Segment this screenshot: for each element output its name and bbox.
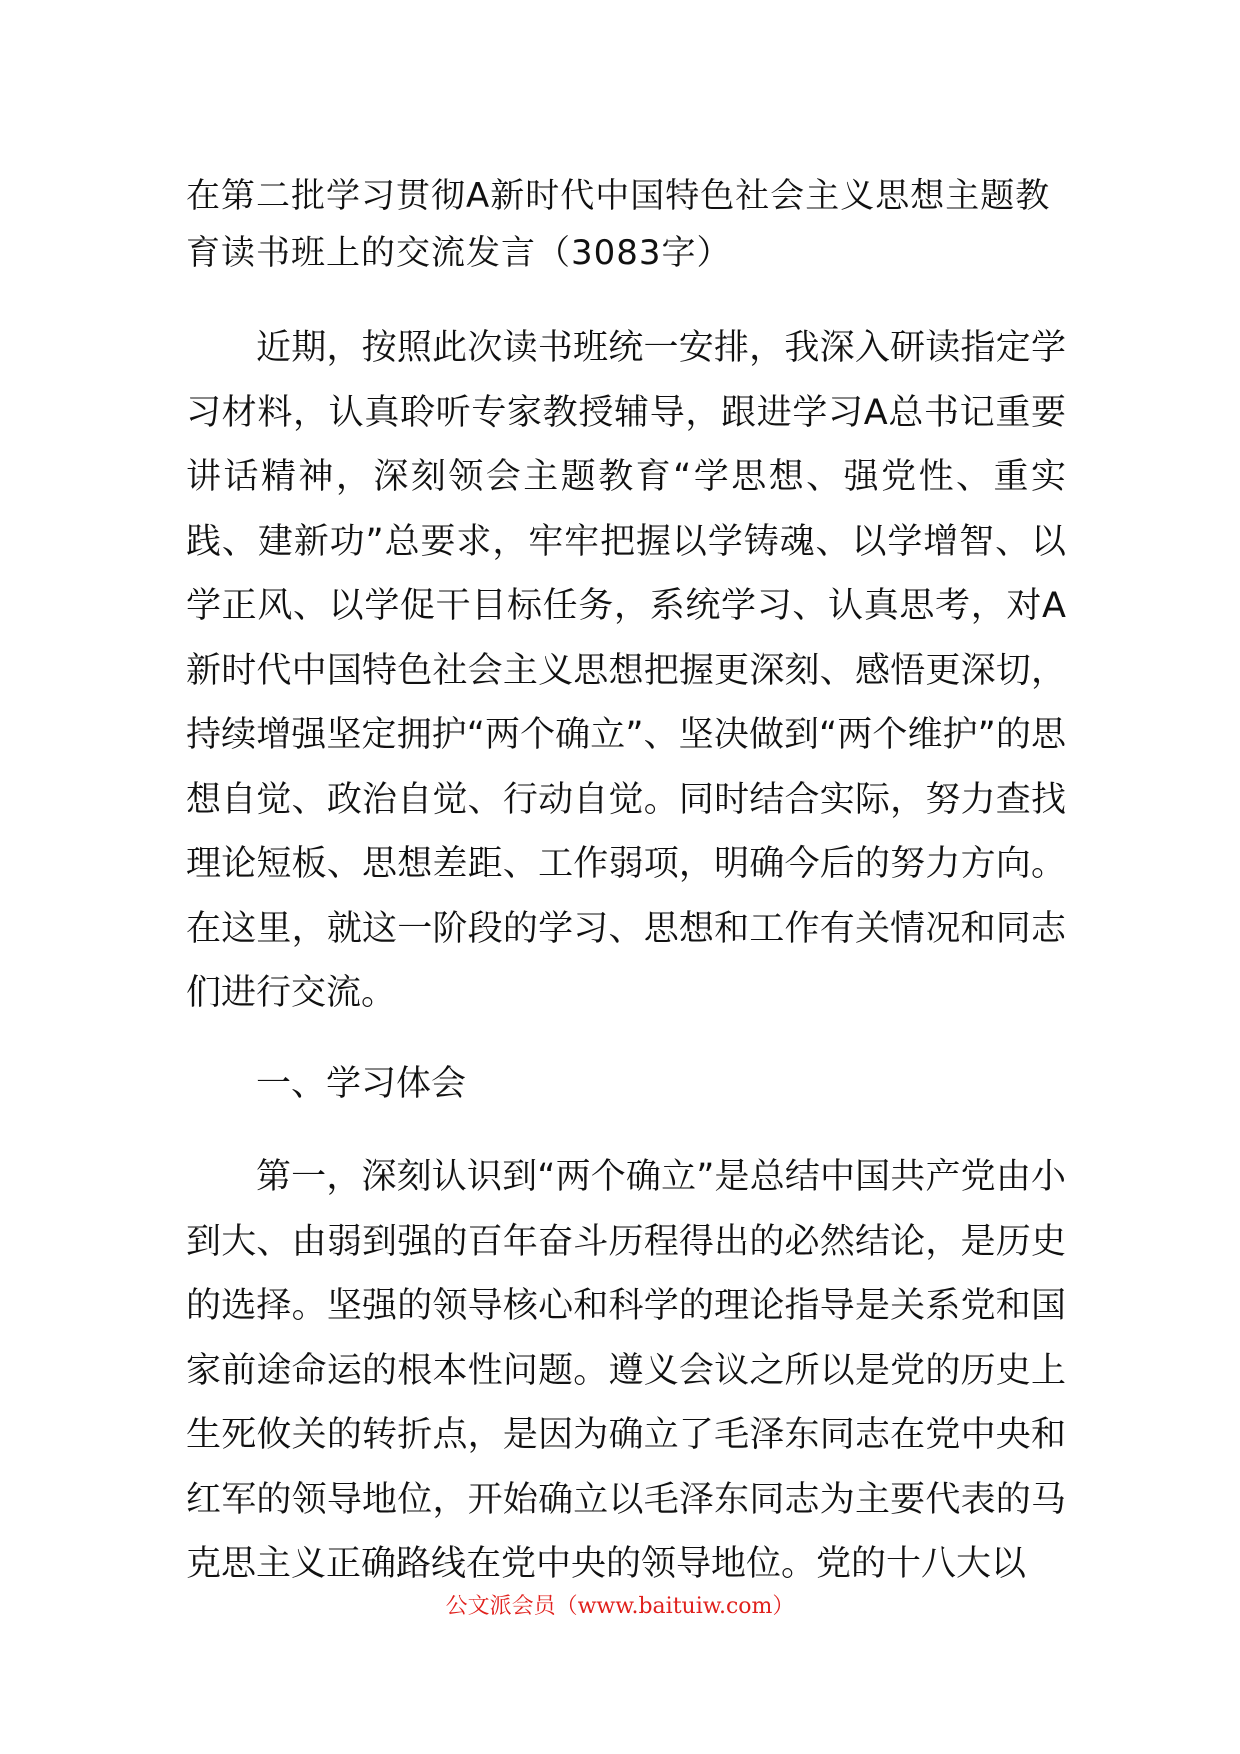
paragraph-first-point: 第一，深刻认识到“两个确立”是总结中国共产党由小到大、由弱到强的百年奋斗历程得出的必然结论，是历史的选择。坚强的领导核心和科学的理论指导是关系党和国家前途命运的根本性问题。遵义会议之所以是党的历史上生死攸关的转折点，是因为确立了毛泽东同志在党中央和红军的领导地位，开始确立以毛泽东同志为主要代表的马克思主义正确路线在党中央的领导地位。党的十八大以 bbox=[186, 1157, 1066, 1584]
section-heading: 一、学习体会 bbox=[256, 1064, 467, 1104]
document-title: 在第二批学习贯彻A新时代中国特色社会主义思想主题教育读书班上的交流发言（3083字） bbox=[186, 176, 1051, 273]
footer-watermark: 公文派会员（www.baituiw.com） bbox=[445, 1594, 795, 1619]
paragraph-intro: 近期，按照此次读书班统一安排，我深入研读指定学习材料，认真聆听专家教授辅导，跟进学习A总书记重要讲话精神，深刻领会主题教育“学思想、强党性、重实践、建新功”总要求，牢牢把握以学铸魂、以学增智、以学正风、以学促干目标任务，系统学习、认真思考，对A新时代中国特色社会主义思想把握更深刻、感悟更深切，持续增强坚定拥护“两个确立”、坚决做到“两个维护”的思想自觉、政治自觉、行动自觉。同时结合实际，努力查找理论短板、思想差距、工作弱项，明确今后的努力方向。在这里，就这一阶段的学习、思想和工作有关情况和同志们进行交流。 bbox=[186, 328, 1066, 1013]
